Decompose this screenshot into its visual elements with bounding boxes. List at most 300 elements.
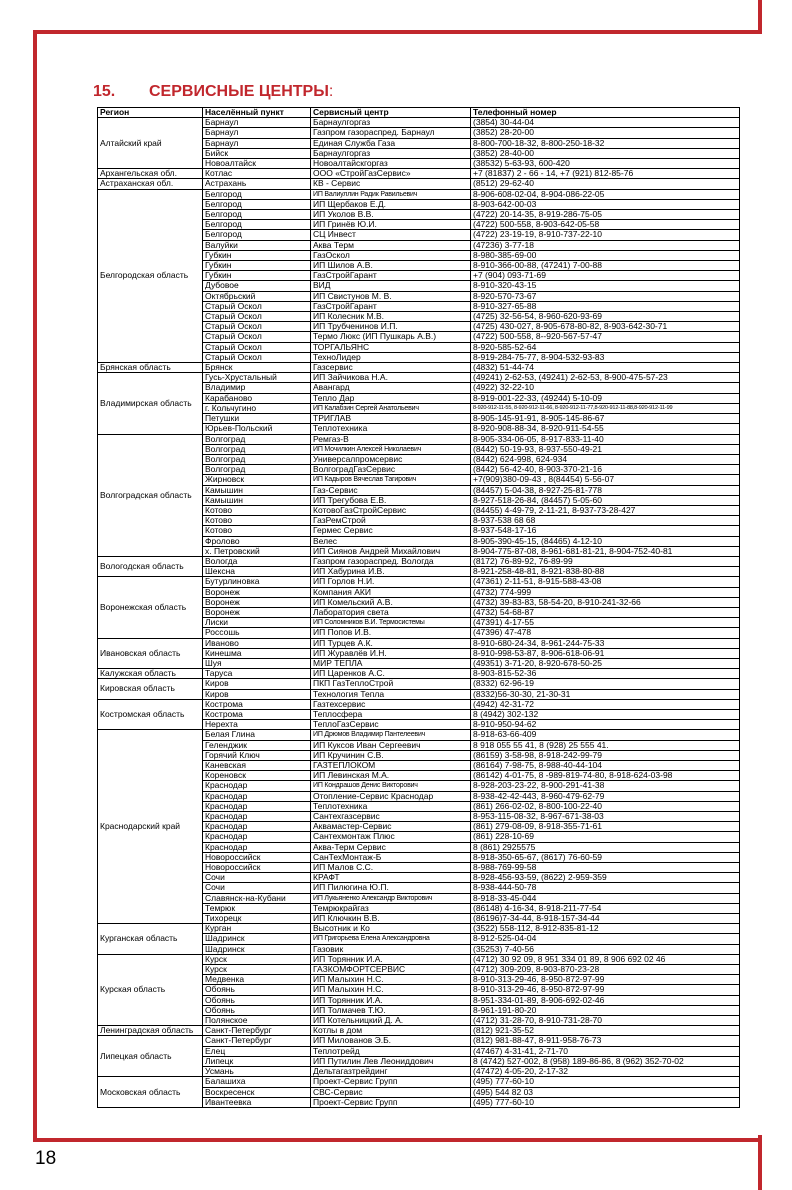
phone-cell: 8-938-444-50-78 xyxy=(471,883,740,893)
locality-cell: Юрьев-Польский xyxy=(203,424,311,434)
service-center-cell: ТехноЛидер xyxy=(311,352,471,362)
service-center-cell: Отопление-Сервис Краснодар xyxy=(311,791,471,801)
service-center-cell: Газ-Сервис xyxy=(311,485,471,495)
locality-cell: Геленджик xyxy=(203,740,311,750)
table-row xyxy=(98,1077,740,1087)
phone-cell: 8-910-950-94-62 xyxy=(471,720,740,730)
table-row xyxy=(98,638,740,648)
service-center-cell: ИП Кадыров Вячеслав Тагирович xyxy=(311,475,471,485)
locality-cell: Белая Глина xyxy=(203,730,311,740)
phone-cell: (84455) 4-49-79, 2-11-21, 8-937-73-28-427 xyxy=(471,505,740,515)
phone-cell: (4712) 31-28-70, 8-910-731-28-70 xyxy=(471,1016,740,1026)
locality-cell: Фролово xyxy=(203,536,311,546)
service-center-cell: Дельтагазтрейдинг xyxy=(311,1067,471,1077)
service-center-cell: Гермес Сервис xyxy=(311,526,471,536)
locality-cell: Шадринск xyxy=(203,934,311,944)
service-center-cell: ИП Журавлёв И.Н. xyxy=(311,648,471,658)
service-center-cell: ИП Малов С.С. xyxy=(311,863,471,873)
locality-cell: Белгород xyxy=(203,210,311,220)
region-cell: Курганская область xyxy=(98,924,203,955)
frame-right-top-border xyxy=(758,0,762,34)
phone-cell: (35253) 7-40-56 xyxy=(471,944,740,954)
section-title: СЕРВИСНЫЕ ЦЕНТРЫ xyxy=(149,83,329,100)
service-center-cell: ИП Котельницкий Д. А. xyxy=(311,1016,471,1026)
locality-cell: Нерехта xyxy=(203,720,311,730)
service-center-cell: ИП Торянник И.А. xyxy=(311,954,471,964)
service-center-cell: ИП Валиуллин Радик Равильевич xyxy=(311,189,471,199)
service-center-cell: ИП Комельский А.В. xyxy=(311,597,471,607)
locality-cell: Киров xyxy=(203,689,311,699)
service-center-cell: Проект-Сервис Групп xyxy=(311,1077,471,1087)
locality-cell: Горячий Ключ xyxy=(203,750,311,760)
locality-cell: Старый Оскол xyxy=(203,332,311,342)
phone-cell: (4712) 309-209, 8-903-870-23-28 xyxy=(471,965,740,975)
locality-cell: х. Петровский xyxy=(203,546,311,556)
region-cell: Липецкая область xyxy=(98,1036,203,1077)
service-center-cell: ИП Лукьяненко Александр Викторович xyxy=(311,893,471,903)
section-number: 15. xyxy=(93,83,116,100)
phone-cell: (47236) 3-77-18 xyxy=(471,240,740,250)
phone-cell: 8-927-518-26-84, (84457) 5-05-60 xyxy=(471,495,740,505)
table-row xyxy=(98,363,740,373)
locality-cell: Краснодар xyxy=(203,842,311,852)
service-center-cell: Тепло Дар xyxy=(311,393,471,403)
service-center-cell: Аквамастер-Сервис xyxy=(311,822,471,832)
locality-cell: Иваново xyxy=(203,638,311,648)
locality-cell: Елец xyxy=(203,1046,311,1056)
phone-cell: (8512) 29-62-40 xyxy=(471,179,740,189)
service-center-cell: Аква Терм xyxy=(311,240,471,250)
region-cell: Костромская область xyxy=(98,699,203,730)
phone-cell: 8-988-769-99-58 xyxy=(471,863,740,873)
locality-cell: Краснодар xyxy=(203,801,311,811)
region-cell: Архангельская обл. xyxy=(98,169,203,179)
service-center-cell: ИП Царенков А.С. xyxy=(311,669,471,679)
locality-cell: Старый Оскол xyxy=(203,312,311,322)
service-center-cell: СВС-Сервис xyxy=(311,1087,471,1097)
locality-cell: Тихорецк xyxy=(203,914,311,924)
locality-cell: Жирновск xyxy=(203,475,311,485)
locality-cell: Белгород xyxy=(203,199,311,209)
phone-cell: 8-912-525-04-04 xyxy=(471,934,740,944)
service-center-cell: Сантехгазсервис xyxy=(311,812,471,822)
phone-cell: 8-937-548-17-16 xyxy=(471,526,740,536)
locality-cell: Кострома xyxy=(203,709,311,719)
service-center-cell: КРАФТ xyxy=(311,873,471,883)
phone-cell: 8-921-258-48-81, 8-921-838-80-88 xyxy=(471,567,740,577)
table-row xyxy=(98,1036,740,1046)
phone-cell: 8-919-284-75-77, 8-904-532-93-83 xyxy=(471,352,740,362)
locality-cell: Астрахань xyxy=(203,179,311,189)
table-row xyxy=(98,924,740,934)
phone-cell: (3854) 30-44-04 xyxy=(471,118,740,128)
phone-cell: (86164) 7-98-75, 8-988-40-44-104 xyxy=(471,761,740,771)
service-center-cell: ГАЗКОМФОРТСЕРВИС xyxy=(311,965,471,975)
service-center-cell: ГазРемСтрой xyxy=(311,516,471,526)
locality-cell: Обоянь xyxy=(203,1005,311,1015)
phone-cell: 8 918 055 55 41, 8 (928) 25 555 41. xyxy=(471,740,740,750)
locality-cell: Медвенка xyxy=(203,975,311,985)
locality-cell: Краснодар xyxy=(203,822,311,832)
service-center-cell: Проект-Сервис Групп xyxy=(311,1097,471,1107)
service-center-cell: Газтехсервис xyxy=(311,699,471,709)
region-cell: Белгородская область xyxy=(98,189,203,362)
region-cell: Воронежская область xyxy=(98,577,203,638)
phone-cell: (4725) 32-56-54, 8-960-620-93-69 xyxy=(471,312,740,322)
locality-cell: Курск xyxy=(203,954,311,964)
phone-cell: (8442) 50-19-93, 8-937-550-49-21 xyxy=(471,444,740,454)
phone-cell: (4732) 774-999 xyxy=(471,587,740,597)
locality-cell: Новоалтайск xyxy=(203,159,311,169)
service-center-cell: Теплотехника xyxy=(311,424,471,434)
locality-cell: Губкин xyxy=(203,271,311,281)
phone-cell: 8-905-334-06-05, 8-917-833-11-40 xyxy=(471,434,740,444)
locality-cell: Санкт-Петербург xyxy=(203,1036,311,1046)
service-center-cell: ИП Шилов А.В. xyxy=(311,261,471,271)
section-colon: : xyxy=(328,83,334,100)
service-center-cell: ТеплоГазСервис xyxy=(311,720,471,730)
locality-cell: Владимир xyxy=(203,383,311,393)
locality-cell: Барнаул xyxy=(203,118,311,128)
locality-cell: Шадринск xyxy=(203,944,311,954)
locality-cell: Курган xyxy=(203,924,311,934)
locality-cell: Дубовое xyxy=(203,281,311,291)
table-row xyxy=(98,577,740,587)
service-center-cell: ООО «СтройГазСервис» xyxy=(311,169,471,179)
service-center-cell: ИП Путилин Лев Леониддович xyxy=(311,1056,471,1066)
locality-cell: Старый Оскол xyxy=(203,342,311,352)
phone-cell: 8 (861) 2925575 xyxy=(471,842,740,852)
phone-cell: 8-800-700-18-32, 8-800-250-18-32 xyxy=(471,138,740,148)
service-center-cell: ГазСтройГарант xyxy=(311,301,471,311)
locality-cell: Полянское xyxy=(203,1016,311,1026)
phone-cell: 8-905-390-45-15, (84465) 4-12-10 xyxy=(471,536,740,546)
service-center-cell: ИП Колесник М.В. xyxy=(311,312,471,322)
phone-cell: 8-928-203-23-22, 8-900-291-41-38 xyxy=(471,781,740,791)
locality-cell: Таруса xyxy=(203,669,311,679)
phone-cell: 8-910-998-53-87, 8-906-618-06-91 xyxy=(471,648,740,658)
phone-cell: (47361) 2-11-51, 8-915-588-43-08 xyxy=(471,577,740,587)
table-row xyxy=(98,118,740,128)
table-row xyxy=(98,179,740,189)
phone-cell: (49351) 3-71-20, 8-920-678-50-25 xyxy=(471,658,740,668)
locality-cell: Курск xyxy=(203,965,311,975)
phone-cell: (4725) 430-027, 8-905-678-80-82, 8-903-642-30-71 xyxy=(471,322,740,332)
service-center-cell: ИП Трегубова Е.В. xyxy=(311,495,471,505)
locality-cell: Карабаново xyxy=(203,393,311,403)
service-center-cell: ИП Гринёв Ю.И. xyxy=(311,220,471,230)
region-cell: Кировская область xyxy=(98,679,203,699)
phone-cell: 8-920-912-11-55, 8-920-912-11-66, 8-920-912-11-77,8-920-912-11-88,8-920-912-11-99 xyxy=(471,403,740,413)
phone-cell: 8-920-585-52-64 xyxy=(471,342,740,352)
phone-cell: 8-910-313-29-46, 8-950-872-97-99 xyxy=(471,985,740,995)
region-cell: Курская область xyxy=(98,954,203,1025)
table-row xyxy=(98,556,740,566)
service-center-cell: ИП Кручинин С.В. xyxy=(311,750,471,760)
phone-cell: (86159) 3-58-98, 8-918-242-99-79 xyxy=(471,750,740,760)
service-center-cell: Газпром газораспред. Вологда xyxy=(311,556,471,566)
phone-cell: 8-904-775-87-08, 8-961-681-81-21, 8-904-752-40-81 xyxy=(471,546,740,556)
phone-cell: (4832) 51-44-74 xyxy=(471,363,740,373)
locality-cell: Новороссийск xyxy=(203,863,311,873)
service-center-cell: Авангард xyxy=(311,383,471,393)
service-center-cell: ИП Кондрашов Денис Викторович xyxy=(311,781,471,791)
service-center-cell: Велес xyxy=(311,536,471,546)
phone-cell: 8-961-191-80-20 xyxy=(471,1005,740,1015)
service-centers-table xyxy=(97,107,740,1108)
table-body xyxy=(98,118,740,1108)
locality-cell: Воскресенск xyxy=(203,1087,311,1097)
service-center-cell: ИП Турцев А.К. xyxy=(311,638,471,648)
service-center-cell: ИП Щербаков Е.Д. xyxy=(311,199,471,209)
phone-cell: 8-951-334-01-89, 8-906-692-02-46 xyxy=(471,995,740,1005)
phone-cell: 8-903-815-52-36 xyxy=(471,669,740,679)
locality-cell: Кинешма xyxy=(203,648,311,658)
service-center-cell: Универсалпромсервис xyxy=(311,454,471,464)
locality-cell: Липецк xyxy=(203,1056,311,1066)
table-row xyxy=(98,434,740,444)
phone-cell: (3852) 28-40-00 xyxy=(471,148,740,158)
phone-cell: (3852) 28-20-00 xyxy=(471,128,740,138)
service-center-cell: Аква-Терм Сервис xyxy=(311,842,471,852)
phone-cell: +7 (81837) 2 - 66 - 14, +7 (921) 812-85-76 xyxy=(471,169,740,179)
phone-cell: (47396) 47-478 xyxy=(471,628,740,638)
locality-cell: Бийск xyxy=(203,148,311,158)
locality-cell: Бутурлиновка xyxy=(203,577,311,587)
service-center-cell: Газпром газораспред. Барнаул xyxy=(311,128,471,138)
region-cell: Вологодская область xyxy=(98,556,203,576)
phone-cell: (49241) 2-62-53, (49241) 2-62-53, 8-900-475-57-23 xyxy=(471,373,740,383)
table-row xyxy=(98,669,740,679)
phone-cell: (38532) 5-63-93, 600-420 xyxy=(471,159,740,169)
locality-cell: Барнаул xyxy=(203,128,311,138)
phone-cell: (4722) 20-14-35, 8-919-286-75-05 xyxy=(471,210,740,220)
locality-cell: Котлас xyxy=(203,169,311,179)
phone-cell: 8-910-366-00-88, (47241) 7-00-88 xyxy=(471,261,740,271)
locality-cell: Обоянь xyxy=(203,985,311,995)
phone-cell: (861) 279-08-09, 8-918-355-71-61 xyxy=(471,822,740,832)
locality-cell: Волгоград xyxy=(203,465,311,475)
service-center-cell: ИП Дрюмов Владимир Пантелеевич xyxy=(311,730,471,740)
locality-cell: Гусь-Хрустальный xyxy=(203,373,311,383)
locality-cell: Белгород xyxy=(203,220,311,230)
locality-cell: Воронеж xyxy=(203,587,311,597)
service-center-cell: ИП Зайчикова Н.А. xyxy=(311,373,471,383)
column-header-locality: Населённый пункт xyxy=(203,108,311,118)
phone-cell: 8-910-313-29-46, 8-950-872-97-99 xyxy=(471,975,740,985)
locality-cell: Вологда xyxy=(203,556,311,566)
phone-cell: (86148) 4-16-34, 8-918-211-77-54 xyxy=(471,903,740,913)
phone-cell: (495) 544 82 03 xyxy=(471,1087,740,1097)
phone-cell: 8-918-63-66-409 xyxy=(471,730,740,740)
locality-cell: Котово xyxy=(203,516,311,526)
locality-cell: Старый Оскол xyxy=(203,352,311,362)
service-center-cell: Сантехмонтаж Плюс xyxy=(311,832,471,842)
phone-cell: (86196)7-34-44, 8-918-157-34-44 xyxy=(471,914,740,924)
column-header-phone: Телефонный номер xyxy=(471,108,740,118)
locality-cell: Волгоград xyxy=(203,434,311,444)
phone-cell: (8442) 56-42-40, 8-903-370-21-16 xyxy=(471,465,740,475)
service-center-cell: ВИД xyxy=(311,281,471,291)
service-center-cell: Лаборатория света xyxy=(311,607,471,617)
page-number: 18 xyxy=(35,1148,57,1169)
service-center-cell: СЦ Инвест xyxy=(311,230,471,240)
table-row xyxy=(98,1026,740,1036)
service-center-cell: Единая Служба Газа xyxy=(311,138,471,148)
phone-cell: 8-910-320-43-15 xyxy=(471,281,740,291)
service-center-cell: ИП Малыхин Н.С. xyxy=(311,975,471,985)
locality-cell: Камышин xyxy=(203,485,311,495)
locality-cell: Славянск-на-Кубани xyxy=(203,893,311,903)
phone-cell: (4722) 500-558, 8-903-642-05-58 xyxy=(471,220,740,230)
frame-bottom-border xyxy=(33,1138,762,1142)
column-header-service-center: Сервисный центр xyxy=(311,108,471,118)
locality-cell: Россошь xyxy=(203,628,311,638)
phone-cell: 8 (4742) 527-002, 8 (958) 189-86-86, 8 (962) 352-70-02 xyxy=(471,1056,740,1066)
service-center-cell: Термо Люкс (ИП Пушкарь А.В.) xyxy=(311,332,471,342)
locality-cell: Обоянь xyxy=(203,995,311,1005)
service-center-cell: ИП Куксов Иван Сергеевич xyxy=(311,740,471,750)
locality-cell: Лиски xyxy=(203,618,311,628)
phone-cell: (86142) 4-01-75, 8 -989-819-74-80, 8-918-624-03-98 xyxy=(471,771,740,781)
locality-cell: Киров xyxy=(203,679,311,689)
phone-cell: 8-919-001-22-33, (49244) 5-10-09 xyxy=(471,393,740,403)
phone-cell: (8442) 624-998, 624-934 xyxy=(471,454,740,464)
region-cell: Владимирская область xyxy=(98,373,203,434)
locality-cell: г. Кольчугино xyxy=(203,403,311,413)
service-center-cell: СанТехМонтаж-Б xyxy=(311,852,471,862)
locality-cell: Краснодар xyxy=(203,812,311,822)
service-center-cell: Барнаулгоргаз xyxy=(311,148,471,158)
phone-cell: (47472) 4-05-20, 2-17-32 xyxy=(471,1067,740,1077)
region-cell: Московская область xyxy=(98,1077,203,1108)
service-center-cell: Теплосфера xyxy=(311,709,471,719)
table-row xyxy=(98,169,740,179)
service-center-cell: ИП Соломников В.И. Термосистемы xyxy=(311,618,471,628)
phone-cell: (861) 228-10-69 xyxy=(471,832,740,842)
locality-cell: Сочи xyxy=(203,873,311,883)
phone-cell: 8-920-908-88-34, 8-920-911-54-55 xyxy=(471,424,740,434)
phone-cell: 8-918-33-45-044 xyxy=(471,893,740,903)
locality-cell: Каневская xyxy=(203,761,311,771)
phone-cell: 8-918-350-65-67, (8617) 76-60-59 xyxy=(471,852,740,862)
table-row xyxy=(98,954,740,964)
service-center-cell: ИП Хабурина И.В. xyxy=(311,567,471,577)
phone-cell: 8-910-327-65-88 xyxy=(471,301,740,311)
region-cell: Калужская область xyxy=(98,669,203,679)
phone-cell: (4732) 39-83-83, 58-54-20, 8-910-241-32-66 xyxy=(471,597,740,607)
locality-cell: Кореновск xyxy=(203,771,311,781)
region-cell: Брянская область xyxy=(98,363,203,373)
phone-cell: 8-910-680-24-34, 8-961-244-75-33 xyxy=(471,638,740,648)
table-row xyxy=(98,189,740,199)
service-center-cell: ИП Ключкин В.В. xyxy=(311,914,471,924)
service-center-cell: ИП Свистунов М. В. xyxy=(311,291,471,301)
phone-cell: (8332) 62-96-19 xyxy=(471,679,740,689)
locality-cell: Губкин xyxy=(203,261,311,271)
phone-cell: (47467) 4-31-41, 2-71-70 xyxy=(471,1046,740,1056)
column-header-region: Регион xyxy=(98,108,203,118)
locality-cell: Новороссийск xyxy=(203,852,311,862)
service-center-cell: ИП Попов И.В. xyxy=(311,628,471,638)
phone-cell: 8-903-642-00-03 xyxy=(471,199,740,209)
phone-cell: (4942) 42-31-72 xyxy=(471,699,740,709)
table-row xyxy=(98,373,740,383)
service-center-cell: Темрюкрайгаз xyxy=(311,903,471,913)
locality-cell: Воронеж xyxy=(203,607,311,617)
frame-right-bottom-border xyxy=(758,1135,762,1190)
table-row xyxy=(98,699,740,709)
service-center-cell: ИП Горлов Н.И. xyxy=(311,577,471,587)
service-center-cell: КВ - Сервис xyxy=(311,179,471,189)
region-cell: Волгоградская область xyxy=(98,434,203,556)
service-center-cell: Газсервис xyxy=(311,363,471,373)
locality-cell: Балашиха xyxy=(203,1077,311,1087)
locality-cell: Сочи xyxy=(203,883,311,893)
table-row xyxy=(98,679,740,689)
locality-cell: Шуя xyxy=(203,658,311,668)
locality-cell: Старый Оскол xyxy=(203,301,311,311)
locality-cell: Усмань xyxy=(203,1067,311,1077)
locality-cell: Белгород xyxy=(203,230,311,240)
region-cell: Ивановская область xyxy=(98,638,203,669)
service-center-cell: Технология Тепла xyxy=(311,689,471,699)
locality-cell: Краснодар xyxy=(203,832,311,842)
service-center-cell: Газовик xyxy=(311,944,471,954)
service-center-cell: ИП Трубченинов И.П. xyxy=(311,322,471,332)
phone-cell: (4722) 500-558, 8--920-567-57-47 xyxy=(471,332,740,342)
phone-cell: 8-938-42-42-443, 8-960-479-62-79 xyxy=(471,791,740,801)
service-center-cell: ИП Григорьева Елена Александровна xyxy=(311,934,471,944)
service-center-cell: ПКП ГазТеплоСтрой xyxy=(311,679,471,689)
phone-cell: (3522) 558-112, 8-912-835-81-12 xyxy=(471,924,740,934)
table-row xyxy=(98,730,740,740)
service-center-cell: Компания АКИ xyxy=(311,587,471,597)
phone-cell: (8332)56-30-30, 21-30-31 xyxy=(471,689,740,699)
locality-cell: Шексна xyxy=(203,567,311,577)
service-center-cell: ГазОскол xyxy=(311,250,471,260)
service-center-cell: ИП Милованов Э.Б. xyxy=(311,1036,471,1046)
locality-cell: Котово xyxy=(203,526,311,536)
region-cell: Алтайский край xyxy=(98,118,203,169)
locality-cell: Волгоград xyxy=(203,454,311,464)
service-center-cell: ИП Торянник И.А. xyxy=(311,995,471,1005)
locality-cell: Краснодар xyxy=(203,781,311,791)
service-center-cell: ИП Уколов В.В. xyxy=(311,210,471,220)
service-center-cell: ГазСтройГарант xyxy=(311,271,471,281)
service-center-cell: ГАЗТЕПЛОКОМ xyxy=(311,761,471,771)
service-center-cell: ИП Мочилкин Алексей Николаевич xyxy=(311,444,471,454)
phone-cell: (495) 777-60-10 xyxy=(471,1077,740,1087)
phone-cell: (84457) 5-04-38, 8-927-25-81-778 xyxy=(471,485,740,495)
service-center-cell: ИП Калабзин Сергей Анатольевич xyxy=(311,403,471,413)
service-center-cell: МИР ТЕПЛА xyxy=(311,658,471,668)
locality-cell: Краснодар xyxy=(203,791,311,801)
service-center-cell: ИП Малыхин Н.С. xyxy=(311,985,471,995)
frame-left-border xyxy=(33,30,37,1142)
locality-cell: Барнаул xyxy=(203,138,311,148)
phone-cell: 8-953-115-08-32, 8-967-671-38-03 xyxy=(471,812,740,822)
locality-cell: Волгоград xyxy=(203,444,311,454)
locality-cell: Октябрьский xyxy=(203,291,311,301)
locality-cell: Кострома xyxy=(203,699,311,709)
service-center-cell: ИП Толмачев Т.Ю. xyxy=(311,1005,471,1015)
locality-cell: Котово xyxy=(203,505,311,515)
service-center-cell: КотовоГазСтройСервис xyxy=(311,505,471,515)
locality-cell: Валуйки xyxy=(203,240,311,250)
phone-cell: (8172) 76-89-92, 76-89-99 xyxy=(471,556,740,566)
locality-cell: Санкт-Петербург xyxy=(203,1026,311,1036)
